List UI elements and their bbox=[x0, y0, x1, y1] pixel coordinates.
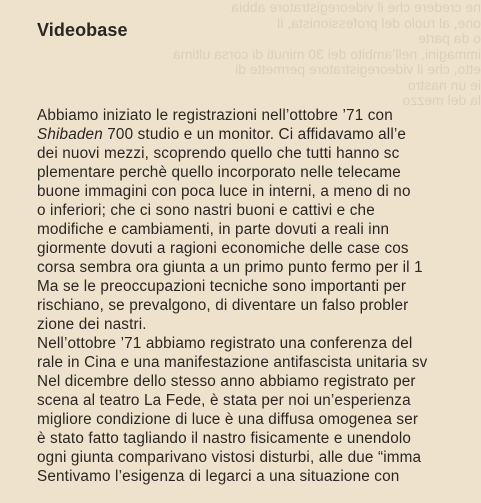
bleed-line: ne credere che il videoregistratore abbia bbox=[231, 0, 481, 15]
text-line bbox=[37, 467, 481, 486]
text-line bbox=[37, 239, 481, 258]
text-line bbox=[37, 372, 481, 391]
bleed-line: ie un nastro bbox=[407, 76, 481, 93]
text-line bbox=[37, 182, 481, 201]
text-line bbox=[37, 448, 481, 467]
text-line bbox=[37, 315, 481, 334]
line-text: buone immagini con poca luce in interni, a meno di no bbox=[37, 183, 411, 200]
line-text: rale in Cina e una manifestazione antifascista unitaria sv bbox=[37, 354, 428, 371]
text-line bbox=[37, 334, 481, 353]
text-line bbox=[37, 277, 481, 296]
line-text: corsa sembra ora giunta a un primo punto fermo per il 1 bbox=[37, 259, 423, 276]
text-line bbox=[37, 144, 481, 163]
body-text bbox=[37, 106, 481, 486]
line-text: è stato fatto tagliando il nastro fisicamente e unendolo bbox=[37, 430, 412, 447]
line-text: o inferiori; che ci sono nastri buoni e cattivi e che bbox=[37, 202, 375, 219]
line-text: 700 studio e un monitor. Ci affidavamo all’e bbox=[102, 126, 407, 143]
line-text: ogni giunta comparivano vistosi disturbi, alle due “imma bbox=[37, 449, 422, 466]
line-text: dei nuovi mezzi, scoprendo quello che tutti hanno sc bbox=[37, 145, 400, 162]
line-text: scena al teatro La Fede, è stata per noi un’esperienza bbox=[37, 392, 411, 409]
text-line bbox=[37, 163, 481, 182]
line-text: rischiano, se prevalgono, di diventare un falso probler bbox=[37, 297, 409, 314]
text-line bbox=[37, 429, 481, 448]
text-line bbox=[37, 353, 481, 372]
bleed-through-text bbox=[172, 0, 481, 110]
bleed-line: la del mezzo bbox=[402, 92, 481, 108]
text-line bbox=[37, 296, 481, 315]
line-text: Nel dicembre dello stesso anno abbiamo registrato per bbox=[37, 373, 416, 390]
line-text: migliore condizione di luce è una diffusa omogenea ser bbox=[37, 411, 419, 428]
bleed-line: etto, che il videoregistratore permette di bbox=[235, 61, 481, 77]
text-line bbox=[37, 391, 481, 410]
line-text: Abbiamo iniziato le registrazioni nell’ottobre ’71 con bbox=[37, 107, 393, 124]
text-line bbox=[37, 258, 481, 277]
text-line bbox=[37, 410, 481, 429]
text-line bbox=[37, 220, 481, 239]
line-text: plementare perchè quello incorporato nelle telecame bbox=[37, 164, 401, 181]
text-line bbox=[37, 106, 481, 125]
bleed-line: o da parte bbox=[417, 30, 481, 46]
text-line bbox=[37, 125, 481, 144]
text-line bbox=[37, 201, 481, 220]
line-text: giormente dovuti a ragioni economiche delle case cos bbox=[37, 240, 409, 257]
line-text: zione dei nastri. bbox=[37, 316, 147, 333]
page-title: Videobase bbox=[37, 20, 128, 40]
italic-term: Shibaden bbox=[37, 126, 103, 143]
line-text: Nell’ottobre ’71 abbiamo registrato una conferenza del bbox=[37, 335, 413, 352]
line-text: Sentivamo l’esigenza di legarci a una situazione con bbox=[37, 468, 400, 485]
bleed-line: one, al ruolo del professionista, il bbox=[277, 14, 481, 31]
line-text: Ma se le preoccupazioni tecniche sono importanti per bbox=[37, 278, 407, 295]
line-text: modifiche e cambiamenti, in parte dovuti a reali inn bbox=[37, 221, 390, 238]
bleed-line: immagini, nell’ambito dei 30 minuti di corsa ultima bbox=[172, 45, 481, 62]
